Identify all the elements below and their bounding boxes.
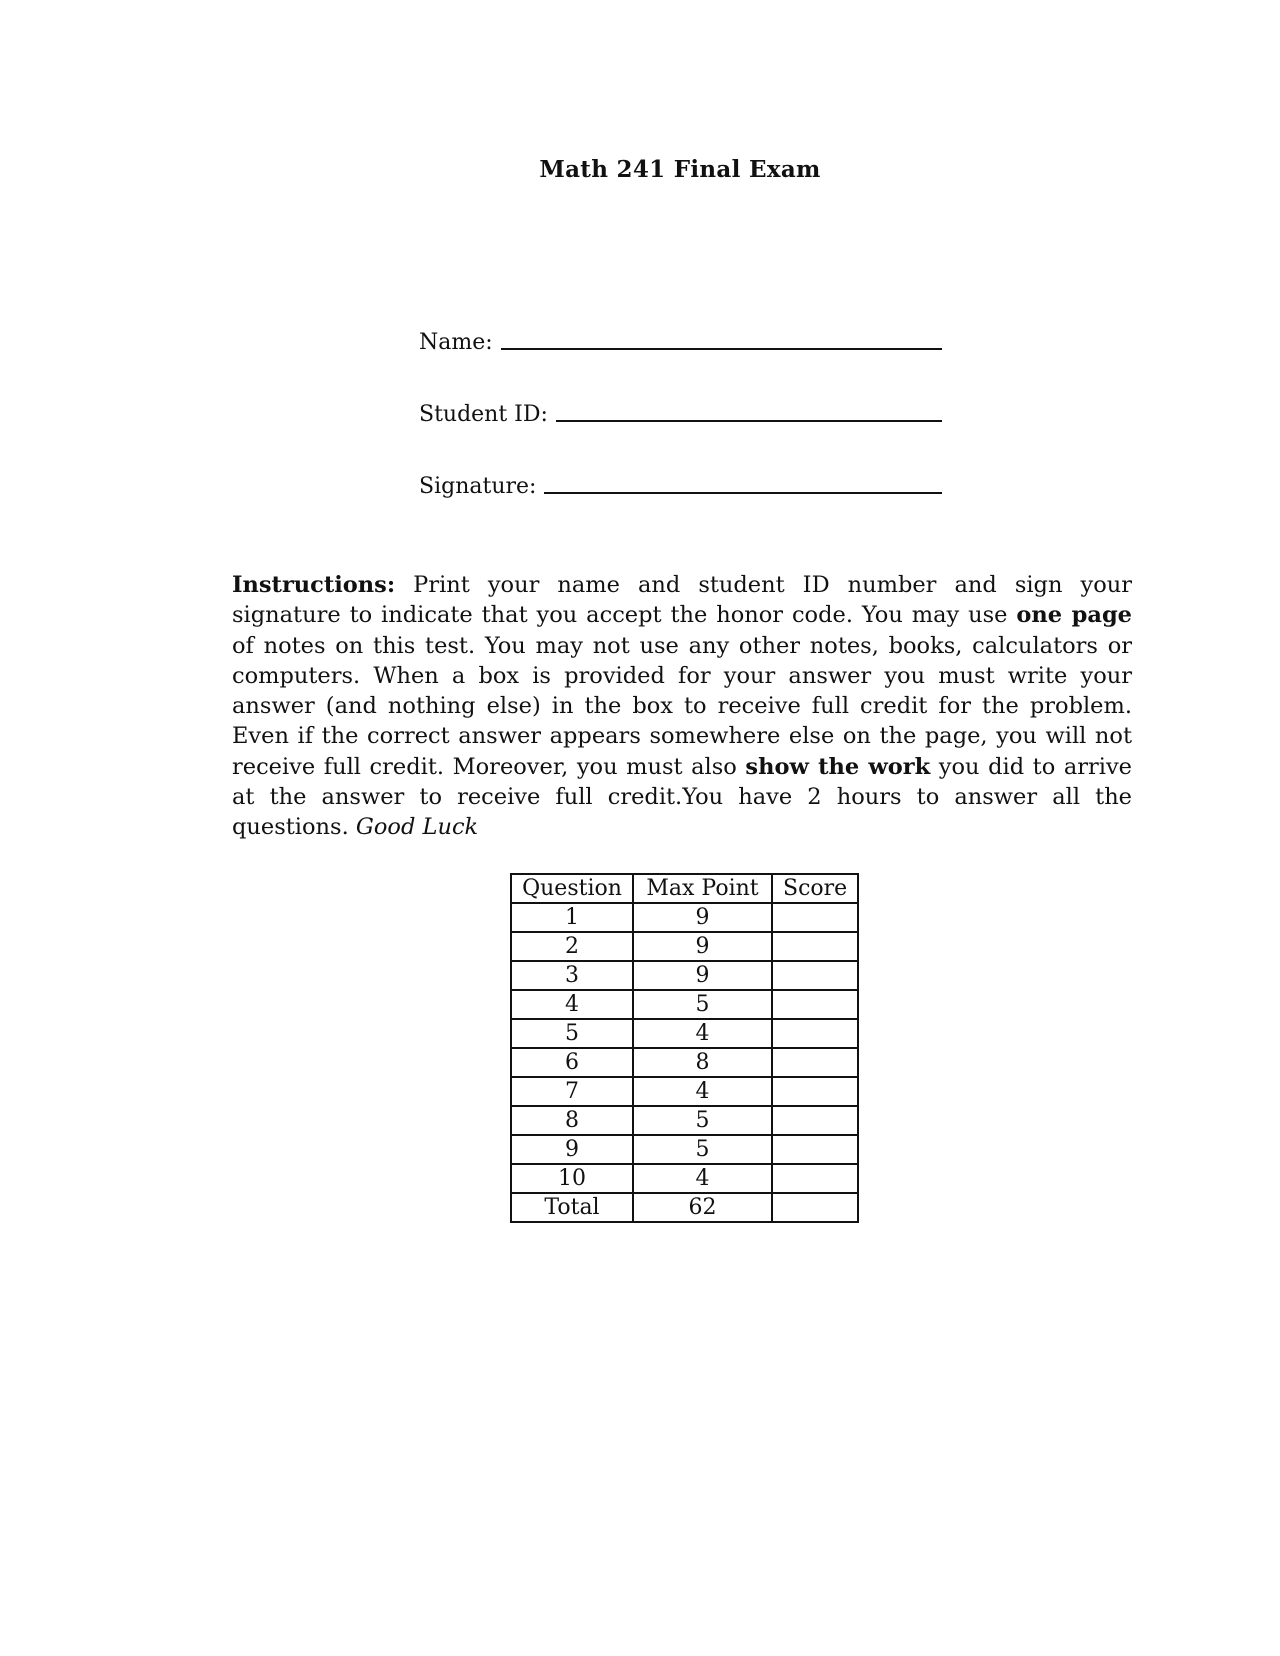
question-cell: 6 [511,1048,633,1077]
instructions-closing: Good Luck [355,814,479,841]
question-cell: 5 [511,1019,633,1048]
student-id-blank-line [556,420,942,422]
question-cell: 2 [511,932,633,961]
score-cell[interactable] [772,932,858,961]
table-row [511,961,858,990]
max-point-cell: 9 [633,932,772,961]
header-max-point: Max Point [633,874,772,903]
header-question: Question [511,874,633,903]
question-cell: 7 [511,1077,633,1106]
page-title: Math 241 Final Exam [539,156,821,183]
signature-blank-line [544,492,942,494]
score-cell[interactable] [772,1106,858,1135]
table-row [511,1135,858,1164]
instructions-paragraph [232,570,1132,843]
name-blank-line [501,348,942,350]
score-cell[interactable] [772,1164,858,1193]
score-cell[interactable] [772,1193,858,1222]
score-table [510,873,859,1223]
header-score: Score [772,874,858,903]
table-row [511,1077,858,1106]
instructions-bold-show-work: show the work [745,753,931,780]
table-row [511,1193,858,1222]
table-row [511,1048,858,1077]
table-row [511,990,858,1019]
table-row [511,1106,858,1135]
question-cell: 10 [511,1164,633,1193]
table-header-row [511,874,858,903]
signature-field [419,474,942,499]
max-point-cell: 9 [633,961,772,990]
name-field [419,330,942,355]
score-cell[interactable] [772,1019,858,1048]
question-cell: 8 [511,1106,633,1135]
score-cell[interactable] [772,1135,858,1164]
max-point-cell: 4 [633,1164,772,1193]
student-id-field [419,402,942,427]
signature-label: Signature: [419,474,537,499]
score-cell[interactable] [772,1077,858,1106]
max-point-cell: 9 [633,903,772,932]
student-id-label: Student ID: [419,402,548,427]
table-row [511,903,858,932]
score-cell[interactable] [772,961,858,990]
table-row [511,1019,858,1048]
score-cell[interactable] [772,990,858,1019]
question-cell: 4 [511,990,633,1019]
score-cell[interactable] [772,1048,858,1077]
table-row [511,932,858,961]
max-point-cell: 5 [633,1135,772,1164]
max-point-cell: 4 [633,1077,772,1106]
max-point-cell: 5 [633,990,772,1019]
instructions-text-1: Print your name and student ID number and sign your signature to indicate that you accept the honor code. You may use [232,572,1132,629]
table-row [511,1164,858,1193]
question-cell: 9 [511,1135,633,1164]
instructions-bold-one-page: one page [1016,602,1132,629]
instructions-text-3: you did to arrive at the answer to receive full credit.You have 2 hours to answer all the questions. [232,753,1132,841]
question-cell: Total [511,1193,633,1222]
instructions-text-2: of notes on this test. You may not use any other notes, books, calculators or computers. When a box is provided for your answer you must write your answer (and nothing else) in the box to receive full credit for the problem. Even if the correct answer appears somewhere else on the page, you will not receive full credit. Moreover, you must also [232,632,1132,780]
score-cell[interactable] [772,903,858,932]
instructions-lead: Instructions: [232,572,396,598]
max-point-cell: 4 [633,1019,772,1048]
max-point-cell: 62 [633,1193,772,1222]
max-point-cell: 8 [633,1048,772,1077]
max-point-cell: 5 [633,1106,772,1135]
question-cell: 1 [511,903,633,932]
question-cell: 3 [511,961,633,990]
name-label: Name: [419,330,493,355]
